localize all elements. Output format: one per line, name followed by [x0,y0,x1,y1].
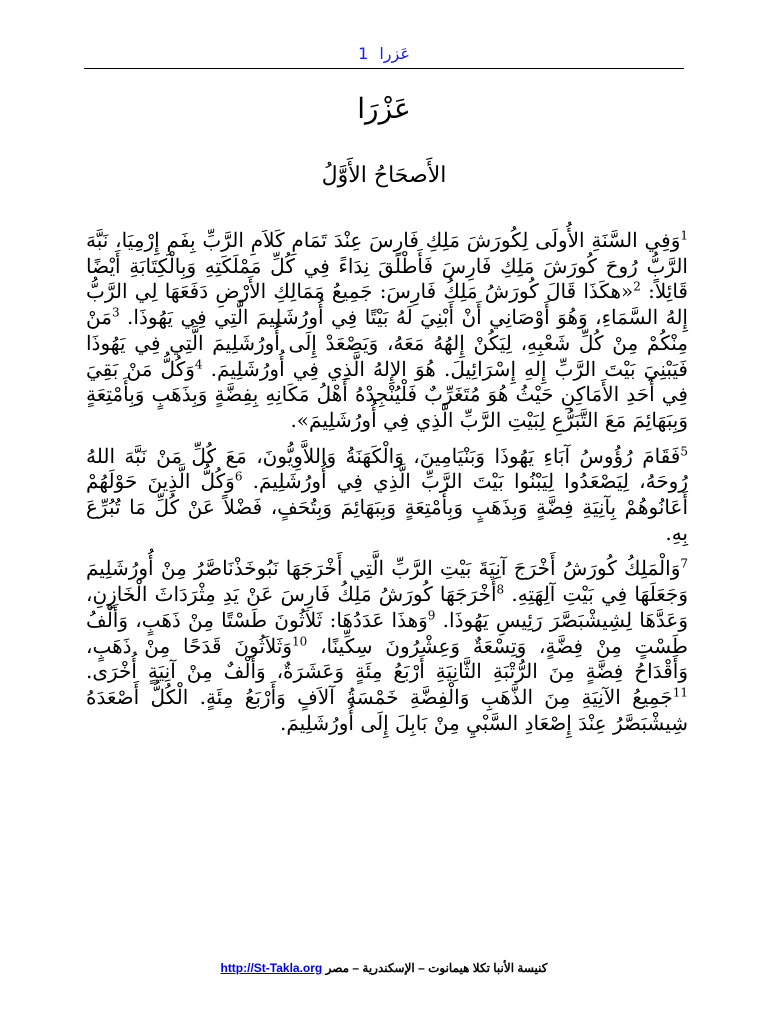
paragraph [86,556,688,736]
verse-text: وَفِي السَّنَةِ الأُولَى لِكُورَشَ مَلِكِ فَارِسَ عِنْدَ تَمَامِ كَلاَمِ الرَّبِّ بِفَمِ إِرْمِيَا، نَبَّهَ الرَّبُّ رُوحَ كُورَشَ مَلِكِ فَارِسَ فَأَطْلَقَ نِدَاءً فِي كُلِّ مَمْلَكَتِهِ وَبِالْكِتَابَةِ أَيْضًا قَائِلاً: [86,228,688,304]
verse-text: «هكَذَا قَالَ كُورَشُ مَلِكُ فَارِسَ: جَمِيعُ مَمَالِكِ الأَرْضِ دَفَعَهَا لِي الرَّبُّ إِلهُ السَّمَاءِ، وَهُوَ أَوْصَانِي أَنْ أَبْنِيَ لَهُ بَيْتًا فِي أُورُشَلِيمَ الَّتِي فِي يَهُوذَا. [86,279,688,330]
verse-number: 6 [234,469,243,484]
verse-text: وَالْمَلِكُ كُورَشُ أَخْرَجَ آنِيَةَ بَيْتِ الرَّبِّ الَّتِي أَخْرَجَهَا نَبُوخَذْنَاصَّرُ مِنْ أُورُشَلِيمَ وَجَعَلَهَا فِي بَيْتِ آلِهَتِهِ. [86,556,688,607]
verse-number: 9 [427,608,436,623]
verse-number: 8 [496,582,505,597]
verse-number: 2 [633,279,641,294]
verse-number: 5 [680,443,688,458]
paragraph [86,228,688,434]
book-title: عَزْرَا [357,92,411,125]
verse-number: 10 [292,633,308,648]
header-page-number: 1 [358,44,369,63]
verse-text: وَكُلُّ مَنْ بَقِيَ فِي أَحَدِ الأَمَاكِنِ حَيْثُ هُوَ مُتَغَرِّبٌ فَلْيُنْجِدْهُ أَهْلُ مَكَانِهِ بِفِضَّةٍ وَبِذَهَبٍ وَبِأَمْتِعَةٍ وَبِبَهَائِمَ مَعَ التَّبَرُّعِ لِبَيْتِ الرَّبِّ الَّذِي فِي أُورُشَلِيمَ». [86,356,688,432]
footer-church-name: كنيسة الأنبا تكلا هيمانوت – الإسكندرية – مصر [325,961,548,975]
verse-text: وَكُلُّ الَّذِينَ حَوْلَهُمْ أَعَانُوهُمْ بِآنِيَةِ فِضَّةٍ وَبِذَهَبٍ وَبِأَمْتِعَةٍ وَبِبَهَائِمَ وَبِتُحَفٍ، فَضْلاً عَنْ كُلِّ مَا تُبُرِّعَ بِهِ. [86,469,688,545]
verse-number: 1 [680,228,688,243]
verse-number: 7 [680,556,688,571]
verse-text: وَثَلاَثُونَ قَدَحًا مِنْ ذَهَبٍ، وَأَقْدَاحُ فِضَّةٍ مِنَ الرُّتْبَةِ الثَّانِيَةِ أَرْبَعُ مِئَةٍ وَعَشَرَةٌ، وَأَلْفٌ مِنْ آنِيَةٍ أُخْرَى. [86,633,688,684]
header-rule [84,68,684,69]
verse-text: وَهذَا عَدَدُهَا: ثَلاَثُونَ طَسْتًا مِنْ ذَهَبٍ، وَأَلْفُ طَسْتٍ مِنْ فِضَّةٍ، وَتِسْعَةٌ وَعِشْرُونَ سِكِّينًا، [86,607,688,658]
footer-website-link[interactable]: http://St-Takla.org [220,961,323,975]
verse-text: جَمِيعُ الآنِيَةِ مِنَ الذَّهَبِ وَالْفِضَّةِ خَمْسَةُ آلاَفٍ وَأَرْبَعُ مِئَةٍ. الْكُلُّ أَصْعَدَهُ شِيشْبَصَّرُ عِنْدَ إِصْعَادِ السَّبْيِ مِنْ بَابِلَ إِلَى أُورُشَلِيمَ. [86,684,688,735]
verse-text: مَنْ مِنْكُمْ مِنْ كُلِّ شَعْبِهِ، لِيَكُنْ إِلهُهُ مَعَهُ، وَيَصْعَدْ إِلَى أُورُشَلِيمَ الَّتِي فِي يَهُوذَا فَيَبْنِيَ بَيْتَ الرَّبِّ إِلهِ إِسْرَائِيلَ. هُوَ الإِلهُ الَّذِي فِي أُورُشَلِيمَ. [86,305,688,381]
footer [0,961,768,975]
verse-number: 11 [672,685,688,700]
running-header [0,44,768,63]
chapter-body [86,228,688,746]
verse-text: فَقَامَ رُؤُوسُ آبَاءِ يَهُوذَا وَبَنْيَامِينَ، وَالْكَهَنَةُ وَاللاَّوِيُّونَ، مَعَ كُلِّ مَنْ نَبَّهَ اللهُ رُوحَهُ، لِيَصْعَدُوا لِيَبْنُوا بَيْتَ الرَّبِّ الَّذِي فِي أُورُشَلِيمَ. [86,443,688,494]
header-book-name: عَزرا [379,44,410,63]
verse-number: 4 [194,356,203,371]
chapter-title: الأَصحَاحُ الأَوَّلُ [321,163,447,188]
verse-text: أَخْرَجَهَا كُورَشُ مَلِكُ فَارِسَ عَنْ يَدِ مِثْرَدَاثَ الْخَازِنِ، وَعَدَّهَا لِشِيشْبَصَّرَ رَئِيسِ يَهُوذَا. [86,582,688,632]
verse-number: 3 [111,305,120,320]
paragraph [86,444,688,547]
